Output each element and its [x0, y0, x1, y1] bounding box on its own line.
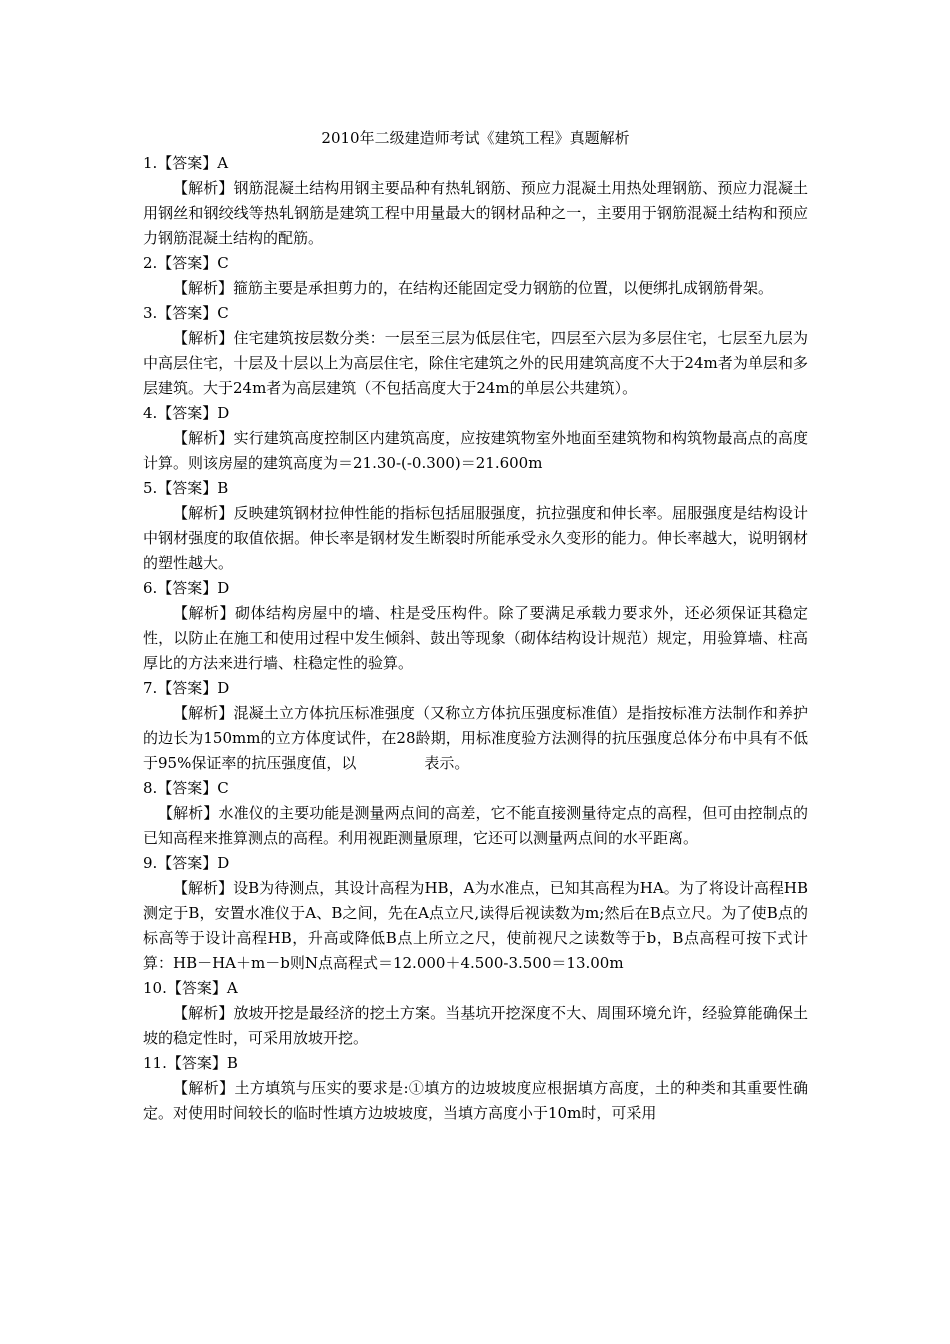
document-page	[143, 126, 808, 1126]
answer-9: 9.【答案】D	[143, 854, 230, 872]
answer-1: 1.【答案】A	[143, 154, 229, 172]
answer-5: 5.【答案】B	[143, 479, 229, 497]
answer-6: 6.【答案】D	[143, 579, 230, 597]
analysis-11: 【解析】土方填筑与压实的要求是:①填方的边坡坡度应根据填方高度，土的种类和其重要性确定。对使用时间较长的临时性填方边坡坡度，当填方高度小于10m时，可采用	[143, 1079, 808, 1122]
document-title: 2010年二级建造师考试《建筑工程》真题解析	[321, 129, 630, 147]
answer-7: 7.【答案】D	[143, 679, 230, 697]
analysis-7	[143, 701, 808, 776]
analysis-3: 【解析】住宅建筑按层数分类：一层至三层为低层住宅，四层至六层为多层住宅，七层至九层为中高层住宅，十层及十层以上为高层住宅，除住宅建筑之外的民用建筑高度不大于24m者为单层和多层建筑。大于24m者为高层建筑（不包括高度大于24m的单层公共建筑）。	[143, 329, 808, 397]
analysis-8: 【解析】水准仪的主要功能是测量两点间的高差，它不能直接测量待定点的高程，但可由控制点的已知高程来推算测点的高程。利用视距测量原理，它还可以测量两点间的水平距离。	[143, 804, 808, 847]
analysis-4: 【解析】实行建筑高度控制区内建筑高度，应按建筑物室外地面至建筑物和构筑物最高点的高度计算。则该房屋的建筑高度为＝21.30-(-0.300)＝21.600m	[143, 429, 808, 472]
analysis-2: 【解析】箍筋主要是承担剪力的，在结构还能固定受力钢筋的位置，以便绑扎成钢筋骨架。	[173, 279, 774, 297]
answer-8: 8.【答案】C	[143, 779, 229, 797]
answer-2: 2.【答案】C	[143, 254, 229, 272]
answer-11: 11.【答案】B	[143, 1054, 238, 1072]
analysis-10: 【解析】放坡开挖是最经济的挖土方案。当基坑开挖深度不大、周围环境允许，经验算能确保土坡的稳定性时，可采用放坡开挖。	[143, 1004, 808, 1047]
analysis-9: 【解析】设B为待测点，其设计高程为HB，A为水准点，已知其高程为HA。为了将设计高程HB测定于B，安置水准仪于A、B之间，先在A点立尺,读得后视读数为m;然后在B点立尺。为了使B点的标高等于设计高程HB，升高或降低B点上所立之尺，使前视尺之读数等于b，B点高程可按下式计算：HB－HA＋m－b则N点高程式＝12.000＋4.500-3.500＝13.00m	[143, 879, 808, 972]
answer-10: 10.【答案】A	[143, 979, 238, 997]
analysis-5: 【解析】反映建筑钢材拉伸性能的指标包括屈服强度，抗拉强度和伸长率。屈服强度是结构设计中钢材强度的取值依据。伸长率是钢材发生断裂时所能承受永久变形的能力。伸长率越大，说明钢材的塑性越大。	[143, 504, 808, 572]
answer-3: 3.【答案】C	[143, 304, 229, 322]
answer-4: 4.【答案】D	[143, 404, 230, 422]
analysis-1: 【解析】钢筋混凝土结构用钢主要品种有热轧钢筋、预应力混凝土用热处理钢筋、预应力混凝土用钢丝和钢绞线等热轧钢筋是建筑工程中用量最大的钢材品种之一，主要用于钢筋混凝土结构和预应力钢筋混凝土结构的配筋。	[143, 179, 808, 247]
analysis-7-tail: 表示。	[424, 754, 470, 772]
analysis-7-text: 【解析】混凝土立方体抗压标准强度（又称立方体抗压强度标准值）是指按标准方法制作和养护的边长为150mm的立方体度试件，在28龄期，用标准度验方法测得的抗压强度总体分布中具有不低于95%保证率的抗压强度值，以	[143, 704, 808, 772]
analysis-6: 【解析】砌体结构房屋中的墙、柱是受压构件。除了要满足承载力要求外，还必须保证其稳定性，以防止在施工和使用过程中发生倾斜、鼓出等现象（砌体结构设计规范）规定，用验算墙、柱高厚比的方法来进行墙、柱稳定性的验算。	[143, 604, 808, 672]
